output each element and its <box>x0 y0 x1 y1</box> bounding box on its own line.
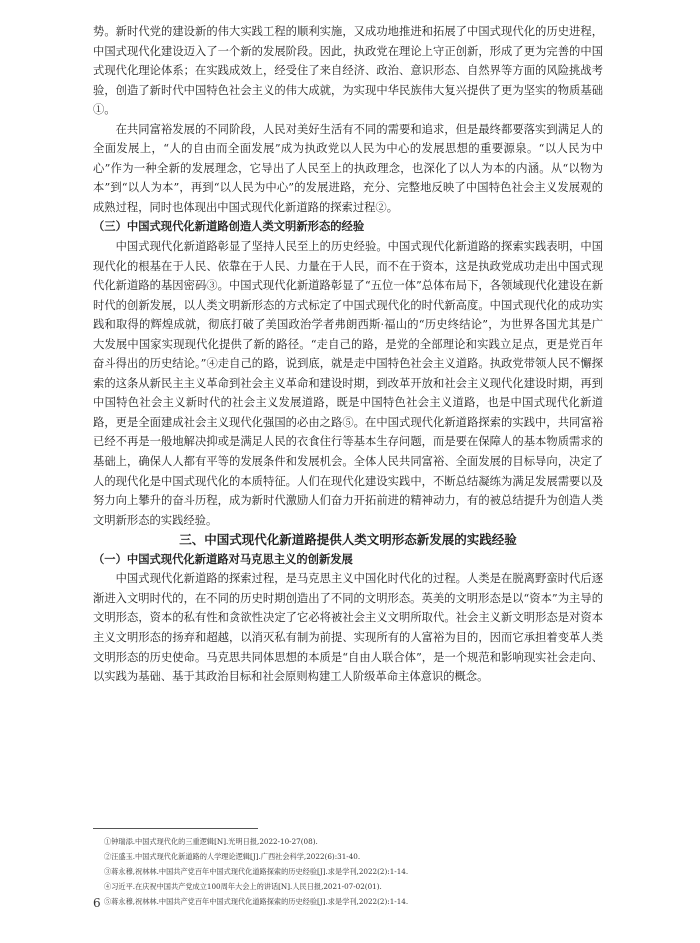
subsection-heading: （三）中国式现代化新道路创造人类文明新形态的经验 <box>93 220 365 234</box>
paragraph-continued: 势。新时代党的建设新的伟大实践工程的顺利实施，又成功地推进和拓展了中国式现代化的历史进程，中国式现代化建设迈入了一个新的发展阶段。因此，执政党在理论上守正创新，形成了更为完善的中国式现代化理论体系；在实践成效上，经受住了来自经济、政治、意识形态、自然界等方面的风险挑战考验，创造了新时代中国特色社会主义的伟大成就，为实现中华民族伟大复兴提供了更为坚实的物质基础①。 <box>93 25 603 117</box>
footnote-divider <box>93 828 258 829</box>
footnote: ②汪盛玉.中国式现代化新道路的人学理论逻辑[J].广西社会科学,2022(6):31-40. <box>104 852 361 861</box>
footnote: ⑤蒋永穆,祝林林.中国共产党百年中国式现代化道路探索的历史经验[J].求是学刊,2022(2):1-14. <box>104 897 409 906</box>
paragraph: 中国式现代化新道路彰显了坚持人民至上的历史经验。中国式现代化新道路的探索实践表明，中国现代化的根基在于人民、依靠在于人民、力量在于人民，而不在于资本，这是执政党成功走出中国式现代化新道路的基因密码③。中国式现代化新道路彰显了“五位一体”总体布局下，各领域现代化建设在新时代的创新发展，以人类文明新形态的方式标定了中国式现代化的时代新高度。中国式现代化的成功实践和取得的辉煌成就，彻底打破了美国政治学者弗朗西斯·福山的“历史终结论”，为世界各国尤其是广大发展中国家实现现代化提供了新的路径。“走自己的路，是党的全部理论和实践立足点，更是党百年奋斗得出的历史结论。”④走自己的路，说到底，就是走中国特色社会主义道路。执政党带领人民不懈探索的这条从新民主主义革命到社会主义革命和建设时期，到改革开放和社会主义现代化建设时期，再到中国特色社会主义新时代的社会主义发展道路，既是中国特色社会主义道路，也是中国式现代化新道路，更是全面建成社会主义现代化强国的必由之路⑤。在中国式现代化新道路探索的实践中，共同富裕已经不再是一般地解决抑或是满足人民的衣食住行等基本生存问题，而是要在保障人的基本物质需求的基础上，确保人人都有平等的发展条件和发展机会。全体人民共同富裕、全面发展的目标导向，决定了人的现代化是中国式现代化的本质特征。人们在现代化建设实践中，不断总结凝练为满足发展需要以及努力向上攀升的奋斗历程，成为新时代激励人们奋力开拓前进的精神动力，有的被总结提升为创造人类文明新形态的实践经验。 <box>93 240 603 527</box>
paragraph: 中国式现代化新道路的探索过程，是马克思主义中国化时代化的过程。人类是在脱离野蛮时代后逐渐进入文明时代的，在不同的历史时期创造出了不同的文明形态。英美的文明形态是以“资本”为主导的文明形态，资本的私有性和贪欲性决定了它必将被社会主义文明所取代。社会主义新文明形态是对资本主义文明形态的扬弃和超越，以消灭私有制为前提、实现所有的人富裕为目的，因而它承担着变革人类文明形态的历史使命。马克思共同体思想的本质是“自由人联合体”，是一个规范和影响现实社会走向、以实践为基础、基于其政治目标和社会原则构建工人阶级革命主体意识的概念。 <box>93 572 603 684</box>
footnotes <box>104 834 604 909</box>
section-heading: 三、中国式现代化新道路提供人类文明形态新发展的实践经验 <box>179 532 517 548</box>
footnote: ③蒋永穆,祝林林.中国共产党百年中国式现代化道路探索的历史经验[J].求是学刊,2022(2):1-14. <box>104 867 409 876</box>
subsection-heading: （一）中国式现代化新道路对马克思主义的创新发展 <box>93 552 353 566</box>
main-text <box>93 22 603 687</box>
paragraph: 在共同富裕发展的不同阶段，人民对美好生活有不同的需要和追求，但是最终都要落实到满足人的全面发展上，“人的自由而全面发展”成为执政党以人民为中心的发展思想的重要源泉。“以人民为中心”作为一种全新的发展理念，它导出了人民至上的执政理念，也深化了以人为本的内涵。从“以物为本”到“以人为本”，再到“以人民为中心”的发展进路，充分、完整地反映了中国特色社会主义发展观的成熟过程，同时也体现出中国式现代化新道路的探索过程②。 <box>93 122 603 214</box>
page-number: 6 <box>93 896 101 910</box>
footnote: ④习近平.在庆祝中国共产党成立100周年大会上的讲话[N].人民日报,2021-07-02(01). <box>104 882 382 891</box>
footnote: ①钟瑞添.中国式现代化的三重逻辑[N].光明日报,2022-10-27(08). <box>104 837 318 846</box>
